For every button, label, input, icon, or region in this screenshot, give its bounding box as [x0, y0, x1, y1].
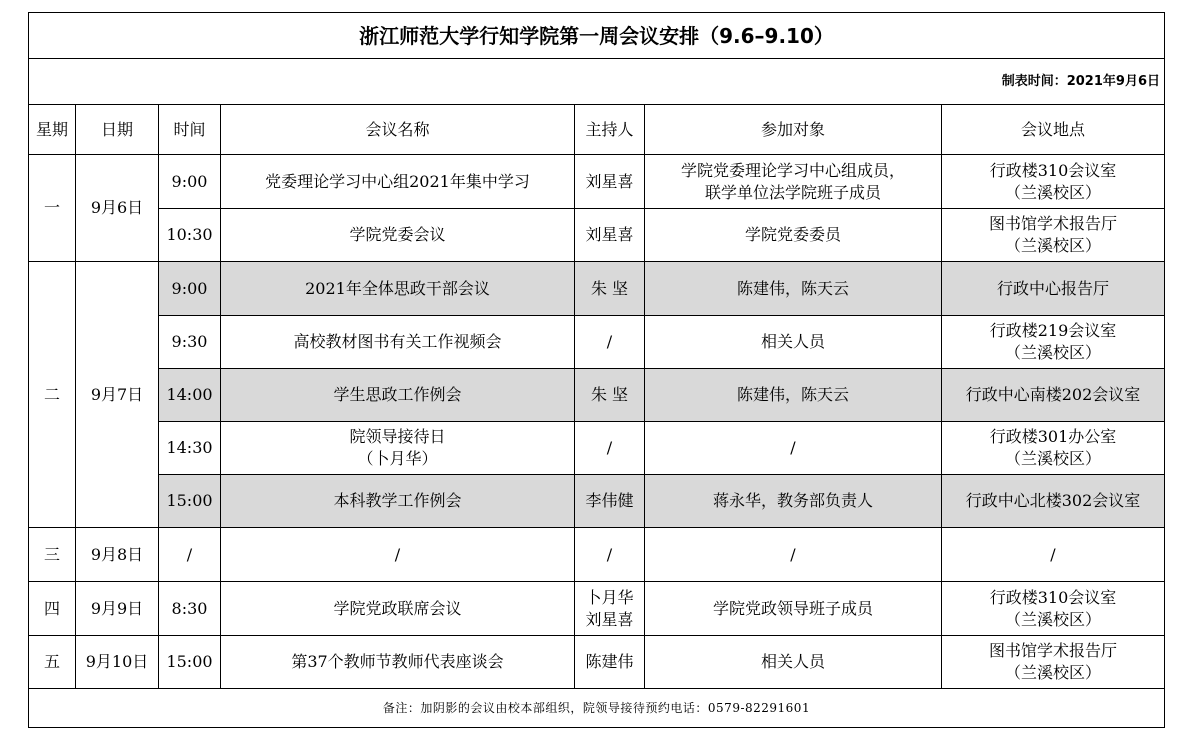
table-row	[29, 528, 1165, 582]
meeting-attendees: 学院党政领导班子成员	[645, 582, 942, 636]
meeting-host: 刘星喜	[575, 209, 645, 262]
meeting-attendees: 陈建伟，陈天云	[645, 369, 942, 422]
meeting-location: 行政楼219会议室 （兰溪校区）	[942, 316, 1165, 369]
meeting-location: 图书馆学术报告厅 （兰溪校区）	[942, 209, 1165, 262]
meeting-name: 高校教材图书有关工作视频会	[221, 316, 575, 369]
meeting-host: 刘星喜	[575, 155, 645, 209]
meeting-name: 第37个教师节教师代表座谈会	[221, 636, 575, 689]
title-row	[29, 13, 1165, 59]
meeting-name: 学生思政工作例会	[221, 369, 575, 422]
meeting-attendees: 蒋永华，教务部负责人	[645, 475, 942, 528]
schedule-sheet	[28, 12, 1164, 728]
meeting-time: 15:00	[159, 636, 221, 689]
date-cell: 9月10日	[76, 636, 159, 689]
table-row	[29, 636, 1165, 689]
meeting-schedule-table	[28, 12, 1165, 728]
header-date: 日期	[76, 105, 159, 155]
meeting-time: 9:00	[159, 155, 221, 209]
meeting-host: 卜月华 刘星喜	[575, 582, 645, 636]
page-title: 浙江师范大学行知学院第一周会议安排（9.6–9.10）	[29, 13, 1165, 59]
meeting-host: /	[575, 316, 645, 369]
meeting-name: 学院党政联席会议	[221, 582, 575, 636]
meeting-location: 行政楼301办公室 （兰溪校区）	[942, 422, 1165, 475]
header-time: 时间	[159, 105, 221, 155]
table-row	[29, 155, 1165, 209]
date-cell: 9月9日	[76, 582, 159, 636]
meeting-time: 10:30	[159, 209, 221, 262]
meeting-name: 院领导接待日 （卜月华）	[221, 422, 575, 475]
meeting-name: 学院党委会议	[221, 209, 575, 262]
header-meeting-name: 会议名称	[221, 105, 575, 155]
table-row	[29, 262, 1165, 316]
meeting-attendees: 相关人员	[645, 636, 942, 689]
meeting-time: 9:30	[159, 316, 221, 369]
meeting-name: 党委理论学习中心组2021年集中学习	[221, 155, 575, 209]
meeting-time: /	[159, 528, 221, 582]
meeting-attendees: 学院党委委员	[645, 209, 942, 262]
weekday-cell: 三	[29, 528, 76, 582]
meeting-location: 行政中心南楼202会议室	[942, 369, 1165, 422]
table-row	[29, 582, 1165, 636]
meeting-location: 行政楼310会议室 （兰溪校区）	[942, 582, 1165, 636]
date-row	[29, 59, 1165, 105]
meeting-attendees: /	[645, 422, 942, 475]
weekday-cell: 五	[29, 636, 76, 689]
meeting-attendees: 学院党委理论学习中心组成员， 联学单位法学院班子成员	[645, 155, 942, 209]
made-date: 制表时间：2021年9月6日	[29, 59, 1165, 105]
date-cell: 9月7日	[76, 262, 159, 528]
date-cell: 9月6日	[76, 155, 159, 262]
meeting-location: 行政楼310会议室 （兰溪校区）	[942, 155, 1165, 209]
meeting-name: 2021年全体思政干部会议	[221, 262, 575, 316]
table-row	[29, 316, 1165, 369]
meeting-host: /	[575, 422, 645, 475]
meeting-host: 朱 坚	[575, 369, 645, 422]
meeting-time: 15:00	[159, 475, 221, 528]
header-location: 会议地点	[942, 105, 1165, 155]
meeting-host: 朱 坚	[575, 262, 645, 316]
meeting-attendees: /	[645, 528, 942, 582]
date-cell: 9月8日	[76, 528, 159, 582]
meeting-location: 行政中心报告厅	[942, 262, 1165, 316]
meeting-name: /	[221, 528, 575, 582]
table-row	[29, 422, 1165, 475]
header-row	[29, 105, 1165, 155]
header-attendees: 参加对象	[645, 105, 942, 155]
weekday-cell: 一	[29, 155, 76, 262]
header-host: 主持人	[575, 105, 645, 155]
meeting-time: 9:00	[159, 262, 221, 316]
meeting-location: /	[942, 528, 1165, 582]
meeting-attendees: 相关人员	[645, 316, 942, 369]
weekday-cell: 二	[29, 262, 76, 528]
weekday-cell: 四	[29, 582, 76, 636]
meeting-host: 陈建伟	[575, 636, 645, 689]
table-row	[29, 369, 1165, 422]
footnote: 备注：加阴影的会议由校本部组织，院领导接待预约电话：0579-82291601	[29, 689, 1165, 728]
meeting-time: 8:30	[159, 582, 221, 636]
meeting-location: 图书馆学术报告厅 （兰溪校区）	[942, 636, 1165, 689]
table-row	[29, 209, 1165, 262]
meeting-host: 李伟健	[575, 475, 645, 528]
meeting-time: 14:30	[159, 422, 221, 475]
footnote-row	[29, 689, 1165, 728]
meeting-attendees: 陈建伟，陈天云	[645, 262, 942, 316]
header-weekday: 星期	[29, 105, 76, 155]
meeting-time: 14:00	[159, 369, 221, 422]
meeting-name: 本科教学工作例会	[221, 475, 575, 528]
meeting-host: /	[575, 528, 645, 582]
meeting-location: 行政中心北楼302会议室	[942, 475, 1165, 528]
table-row	[29, 475, 1165, 528]
